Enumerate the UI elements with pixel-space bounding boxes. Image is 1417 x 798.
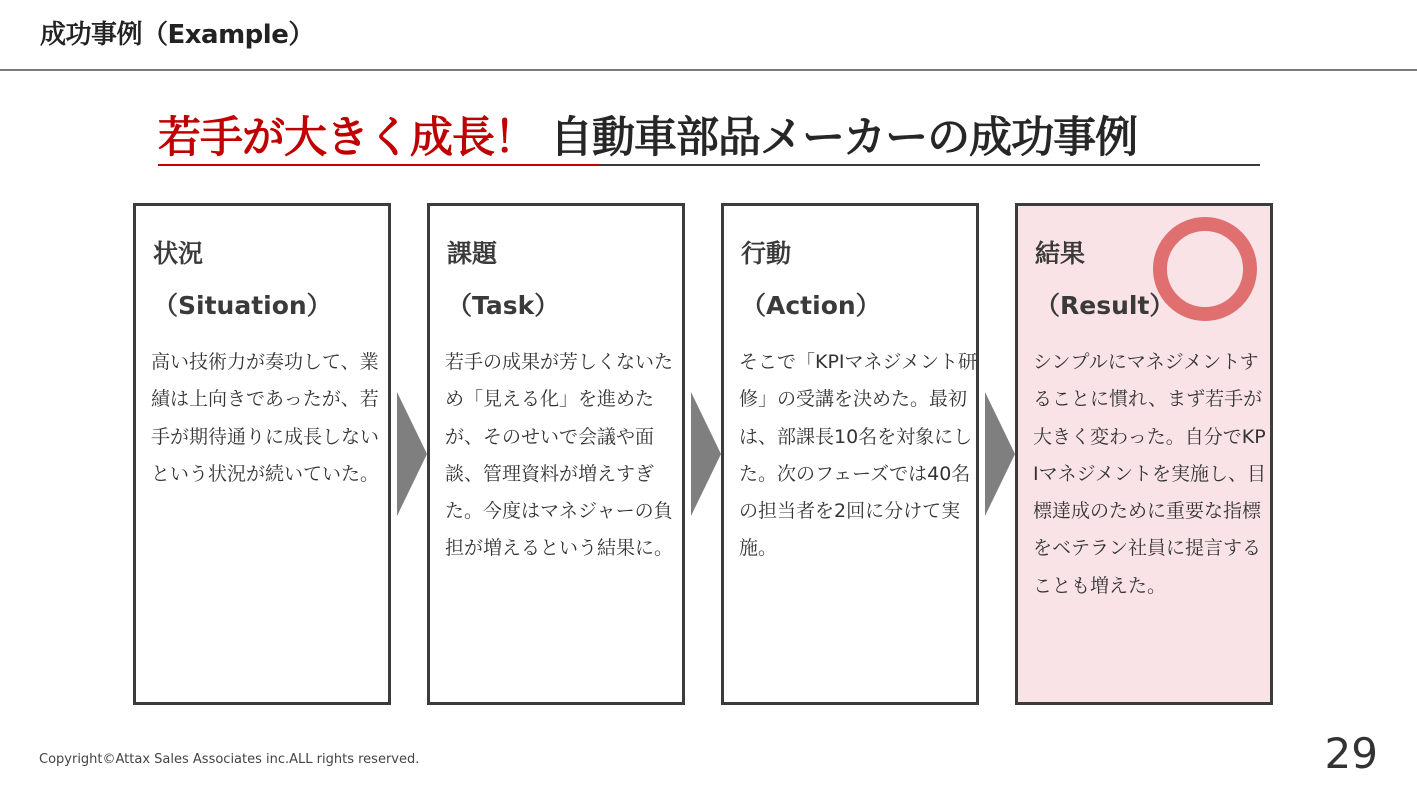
- copyright-text: Copyright©Attax Sales Associates inc.ALL rights reserved.: [39, 752, 420, 767]
- card-body: シンプルにマネジメントすることに慣れ、まず若手が大きく変わった。自分でKPIマネジメントを実施し、目標達成のために重要な指標をベテラン社員に提言することも増えた。: [1033, 351, 1267, 597]
- card-title: 課題: [447, 239, 498, 268]
- headline-underline-highlight: [158, 164, 600, 166]
- card-title: 結果: [1035, 239, 1086, 268]
- card-subtitle: （Task）: [447, 291, 560, 320]
- circle-mark-icon: [1152, 216, 1258, 322]
- chevron-right-icon: [985, 392, 1015, 516]
- chevron-right-icon: [691, 392, 721, 516]
- card-body: 若手の成果が芳しくないため「見える化」を進めたが、そのせいで会議や面談、管理資料が増えすぎた。今度はマネジャーの負担が増えるという結果に。: [445, 351, 674, 560]
- card-action: [721, 203, 979, 705]
- headline-text: 自動車部品メーカーの成功事例: [536, 113, 1138, 163]
- header-divider: [0, 69, 1417, 71]
- card-subtitle: （Result）: [1035, 291, 1175, 320]
- card-subtitle: （Situation）: [153, 291, 332, 320]
- card-subtitle: （Action）: [741, 291, 881, 320]
- headline-underline: [158, 164, 1260, 166]
- headline: [158, 110, 1260, 166]
- card-situation: [133, 203, 391, 705]
- card-body: 高い技術力が奏功して、業績は上向きであったが、若手が期待通りに成長しないという状況が続いていた。: [151, 351, 380, 485]
- card-title: 行動: [741, 239, 792, 268]
- headline-highlight: 若手が大きく成長！: [158, 113, 536, 163]
- card-title: 状況: [153, 239, 204, 268]
- card-task: [427, 203, 685, 705]
- slide-title: 成功事例（Example）: [40, 20, 314, 50]
- card-body: そこで「KPIマネジメント研修」の受講を決めた。最初は、部課長10名を対象にした。次のフェーズでは40名の担当者を2回に分けて実施。: [739, 351, 977, 560]
- page-number: 29: [1324, 729, 1378, 778]
- chevron-right-icon: [397, 392, 427, 516]
